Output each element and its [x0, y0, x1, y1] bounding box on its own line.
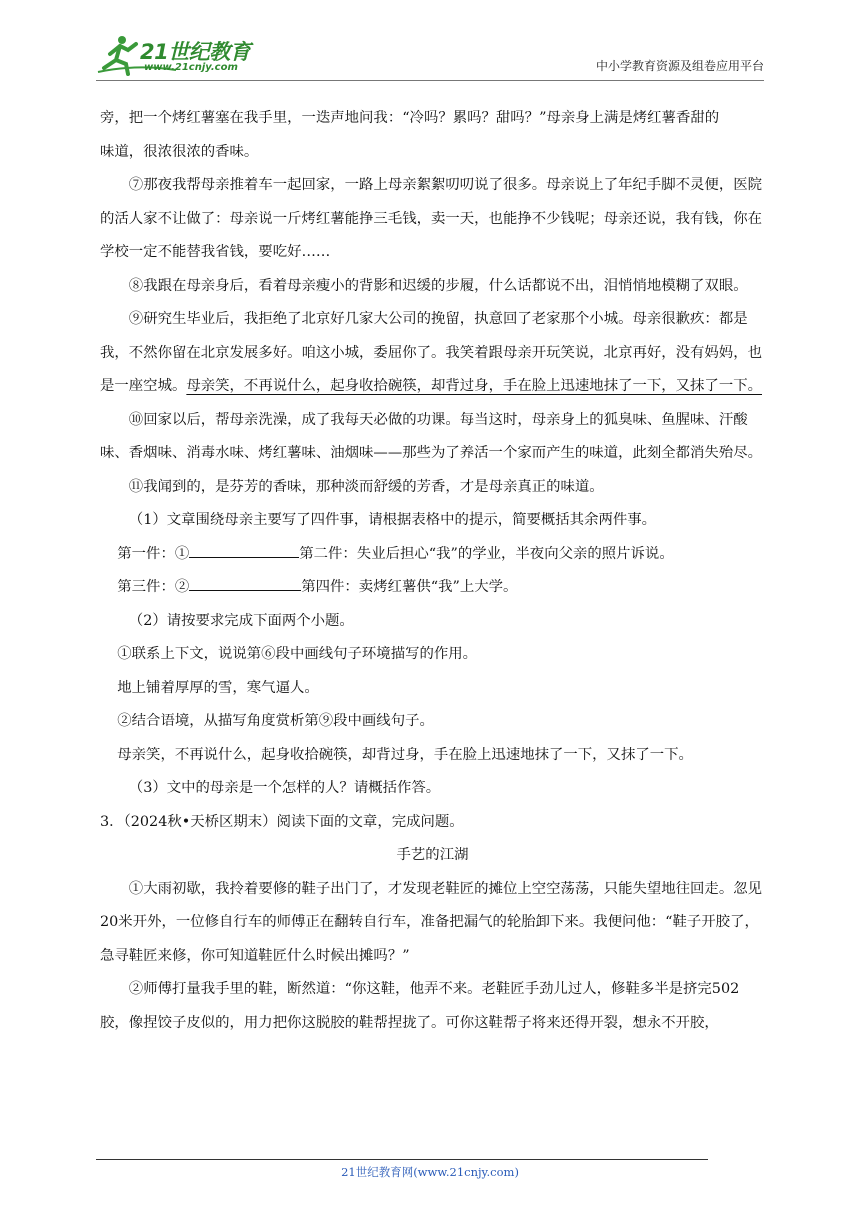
event-2-text: 第二件：失业后担心“我”的学业，半夜向父亲的照片诉说。	[299, 545, 674, 562]
event-3-label: 第三件：②	[117, 579, 190, 595]
paragraph-8: ⑧我跟在母亲身后，看着母亲瘦小的背影和迟缓的步履，什么话都说不出，泪悄悄地模糊了双眼。	[128, 277, 748, 294]
footer-link[interactable]: 21世纪教育网(www.21cnjy.com)	[341, 1165, 519, 1179]
event-4-text: 第四件：卖烤红薯供“我”上大学。	[301, 579, 518, 595]
article-title: 手艺的江湖	[396, 847, 469, 863]
paragraph-9	[100, 303, 765, 404]
question-2-2: ②结合语境，从描写角度赏析第⑨段中画线句子。	[117, 713, 434, 729]
question-2-1-quote: 地上铺着厚厚的雪，寒气逼人。	[117, 679, 319, 696]
header-divider	[96, 80, 764, 81]
question-2-2-quote: 母亲笑，不再说什么，起身收拾碗筷，却背过身，手在脸上迅速地抹了一下，又抹了一下。	[117, 746, 693, 763]
paragraph-6-tail-line2: 味道，很浓很浓的香味。	[100, 143, 259, 160]
page-header	[96, 28, 764, 80]
platform-name: 中小学教育资源及组卷应用平台	[595, 59, 764, 73]
footer-divider	[96, 1159, 708, 1160]
event-1-label: 第一件：①	[117, 545, 190, 562]
question-1-row-1	[100, 538, 765, 572]
question-3: （3）文中的母亲是一个怎样的人？请概括作答。	[128, 780, 441, 796]
document-body	[100, 102, 765, 1040]
paragraph-11: ⑪我闻到的，是芬芳的香味，那种淡而舒缓的芳香，才是母亲真正的味道。	[128, 478, 604, 495]
article-paragraph-2: ②师傅打量我手里的鞋，断然道：“你这鞋，他弄不来。老鞋匠手劲儿过人，修鞋多半是挤完502胶，像捏饺子皮似的，用力把你这脱胶的鞋帮捏拢了。可你这鞋帮子将来还得开裂，想永不开胶，	[100, 981, 740, 1031]
answer-blank-2[interactable]	[189, 574, 301, 591]
question-2: （2）请按要求完成下面两个小题。	[128, 612, 354, 629]
article-paragraph-1: ①大雨初歇，我拎着要修的鞋子出门了，才发现老鞋匠的摊位上空空荡荡，只能失望地往回走。忽见20米开外，一位修自行车的师傅正在翻转自行车，准备把漏气的轮胎卸下来。我便问他：“鞋子开胶了，急寻鞋匠来修，你可知道鞋匠什么时候出摊吗？”	[100, 880, 762, 964]
logo-main-text: 21世纪教育	[140, 40, 251, 64]
paragraph-9-underlined-sentence: 母亲笑，不再说什么，起身收拾碗筷，却背过身，手在脸上迅速地抹了一下，又抹了一下。	[186, 378, 762, 394]
site-logo	[96, 34, 266, 78]
paragraph-6-tail-line1: 旁，把一个烤红薯塞在我手里，一迭声地问我：“冷吗？累吗？甜吗？”母亲身上满是烤红薯香甜的	[100, 110, 720, 126]
question-2-1: ①联系上下文，说说第⑥段中画线句子环境描写的作用。	[117, 646, 478, 662]
paragraph-9-text: ⑨研究生毕业后，我拒绝了北京好几家大公司的挽留，执意回了老家那个小城。母亲很歉疚：都是我，不然你留在北京发展多好。咱这小城，委屈你了。我笑着跟母亲开玩笑说，北京再好，没有妈妈，也是一座空城。	[100, 311, 762, 394]
paragraph-7: ⑦那夜我帮母亲推着车一起回家，一路上母亲絮絮叨叨说了很多。母亲说上了年纪手脚不灵便，医院的活人家不让做了：母亲说一斤烤红薯能挣三毛钱，卖一天，也能挣不少钱呢；母亲还说，我有钱，你在学校一定不能替我省钱，要吃好……	[100, 177, 762, 260]
question-1: （1）文章围绕母亲主要写了四件事，请根据表格中的提示，简要概括其余两件事。	[128, 512, 657, 528]
answer-blank-1[interactable]	[189, 541, 299, 558]
item-3-stem: 3．（2024秋•天桥区期末）阅读下面的文章，完成问题。	[100, 813, 464, 830]
logo-sub-text: www.21cnjy.com	[144, 62, 238, 73]
paragraph-10: ⑩回家以后，帮母亲洗澡，成了我每天必做的功课。每当这时，母亲身上的狐臭味、鱼腥味、汗酸味、香烟味、消毒水味、烤红薯味、油烟味——那些为了养活一个家而产生的味道，此刻全都消失殆尽。	[100, 411, 762, 461]
question-1-row-2	[100, 571, 765, 605]
